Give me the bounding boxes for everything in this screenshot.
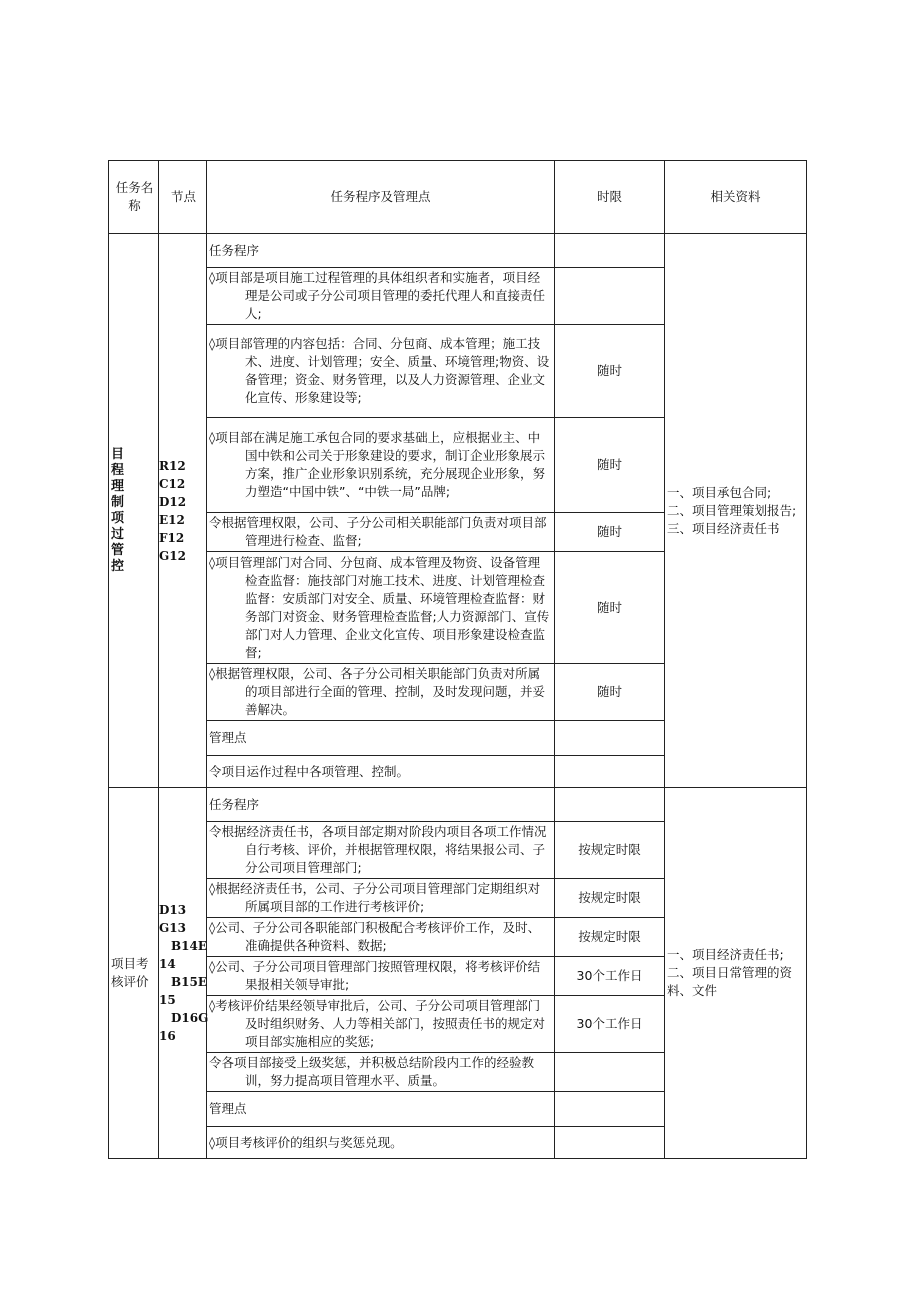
section1-procedure-heading: 任务程序 [207, 234, 555, 268]
section1-procedure-item: ◊项目部是项目施工过程管理的具体组织者和实施者，项目经理是公司或子分公司项目管理的委托代理人和直接责任人; [207, 268, 555, 325]
section1-procedure-item: ◊根据管理权限，公司、各子分公司相关职能部门负责对所属的项目部进行全面的管理、控制，及时发现问题，并妥善解决。 [207, 664, 555, 721]
section1-limit: 随时 [555, 552, 665, 664]
section1-procedure-item: ◊项目部在满足施工承包合同的要求基础上，应根据业主、中国中铁和公司关于形象建设的要求，制订企业形象展示方案，推广企业形象识别系统，充分展现企业形象，努力塑造“中国中铁”、“中铁一局”品牌; [207, 418, 555, 513]
header-task-name: 任务名称 [109, 161, 159, 234]
section2-limit [555, 1053, 665, 1092]
section2-procedure-heading: 任务程序 [207, 788, 555, 822]
section1-procedure-item: ◊项目部管理的内容包括：合同、分包商、成本管理；施工技术、进度、计划管理；安全、质量、环境管理;物资、设备管理；资金、财务管理，以及人力资源管理、企业文化宣传、形象建设等; [207, 325, 555, 418]
section1-limit [555, 268, 665, 325]
section1-task-name: 目程理制项过管控 [109, 234, 159, 788]
section2-procedure-item: ◊根据经济责任书，公司、子分公司项目管理部门定期组织对所属项目部的工作进行考核评价; [207, 879, 555, 918]
header-procedure: 任务程序及管理点 [207, 161, 555, 234]
section2-procedure-item: ◊公司、子分公司各职能部门积极配合考核评价工作，及时、准确提供各种资料、数据; [207, 918, 555, 957]
section2-task-name: 项目考核评价 [109, 788, 159, 1159]
section2-management-item: ◊项目考核评价的组织与奖惩兑现。 [207, 1127, 555, 1159]
header-node: 节点 [159, 161, 207, 234]
header-limit: 时限 [555, 161, 665, 234]
header-reference: 相关资料 [665, 161, 807, 234]
section2-limit [555, 1092, 665, 1127]
section2-references: 一、项目经济责任书; 二、项目日常管理的资料、文件 [665, 788, 807, 1159]
section1-procedure-item: 令根据管理权限，公司、子分公司相关职能部门负责对项目部管理进行检查、监督; [207, 513, 555, 552]
section1-management-item: 令项目运作过程中各项管理、控制。 [207, 756, 555, 788]
section2-procedure-item: 令各项目部接受上级奖惩，并积极总结阶段内工作的经验教训，努力提高项目管理水平、质量。 [207, 1053, 555, 1092]
section2-limit [555, 788, 665, 822]
section1-procedure-item: ◊项目管理部门对合同、分包商、成本管理及物资、设备管理检查监督：施技部门对施工技术、进度、计划管理检查监督：安质部门对安全、质量、环境管理检查监督：财务部门对资金、财务管理检查监督;人力资源部门、宣传部门对人力管理、企业文化宣传、项目形象建设检查监督; [207, 552, 555, 664]
section1-references: 一、项目承包合同; 二、项目管理策划报告; 三、项目经济责任书 [665, 234, 807, 788]
section1-limit: 随时 [555, 418, 665, 513]
section1-limit: 随时 [555, 664, 665, 721]
task-table [108, 160, 807, 1159]
section2-management-heading: 管理点 [207, 1092, 555, 1127]
section1-limit [555, 721, 665, 756]
section2-procedure-item: 令根据经济责任书，各项目部定期对阶段内项目各项工作情况自行考核、评价，并根据管理权限，将结果报公司、子分公司项目管理部门; [207, 822, 555, 879]
section1-management-heading: 管理点 [207, 721, 555, 756]
section2-limit: 按规定时限 [555, 879, 665, 918]
section2-procedure-item: ◊考核评价结果经领导审批后，公司、子分公司项目管理部门及时组织财务、人力等相关部门，按照责任书的规定对项目部实施相应的奖惩; [207, 996, 555, 1053]
section2-limit: 按规定时限 [555, 822, 665, 879]
section1-nodes: R12 C12 D12 E12 F12 G12 [159, 234, 207, 788]
section2-limit: 按规定时限 [555, 918, 665, 957]
section2-nodes: D13 G13 B14E 14 B15E 15 D16G 16 [159, 788, 207, 1159]
section1-limit [555, 756, 665, 788]
section2-limit: 30个工作日 [555, 996, 665, 1053]
section2-procedure-item: ◊公司、子分公司项目管理部门按照管理权限，将考核评价结果报相关领导审批; [207, 957, 555, 996]
section1-limit: 随时 [555, 513, 665, 552]
section1-limit [555, 234, 665, 268]
section2-limit [555, 1127, 665, 1159]
section2-limit: 30个工作日 [555, 957, 665, 996]
section1-limit: 随时 [555, 325, 665, 418]
